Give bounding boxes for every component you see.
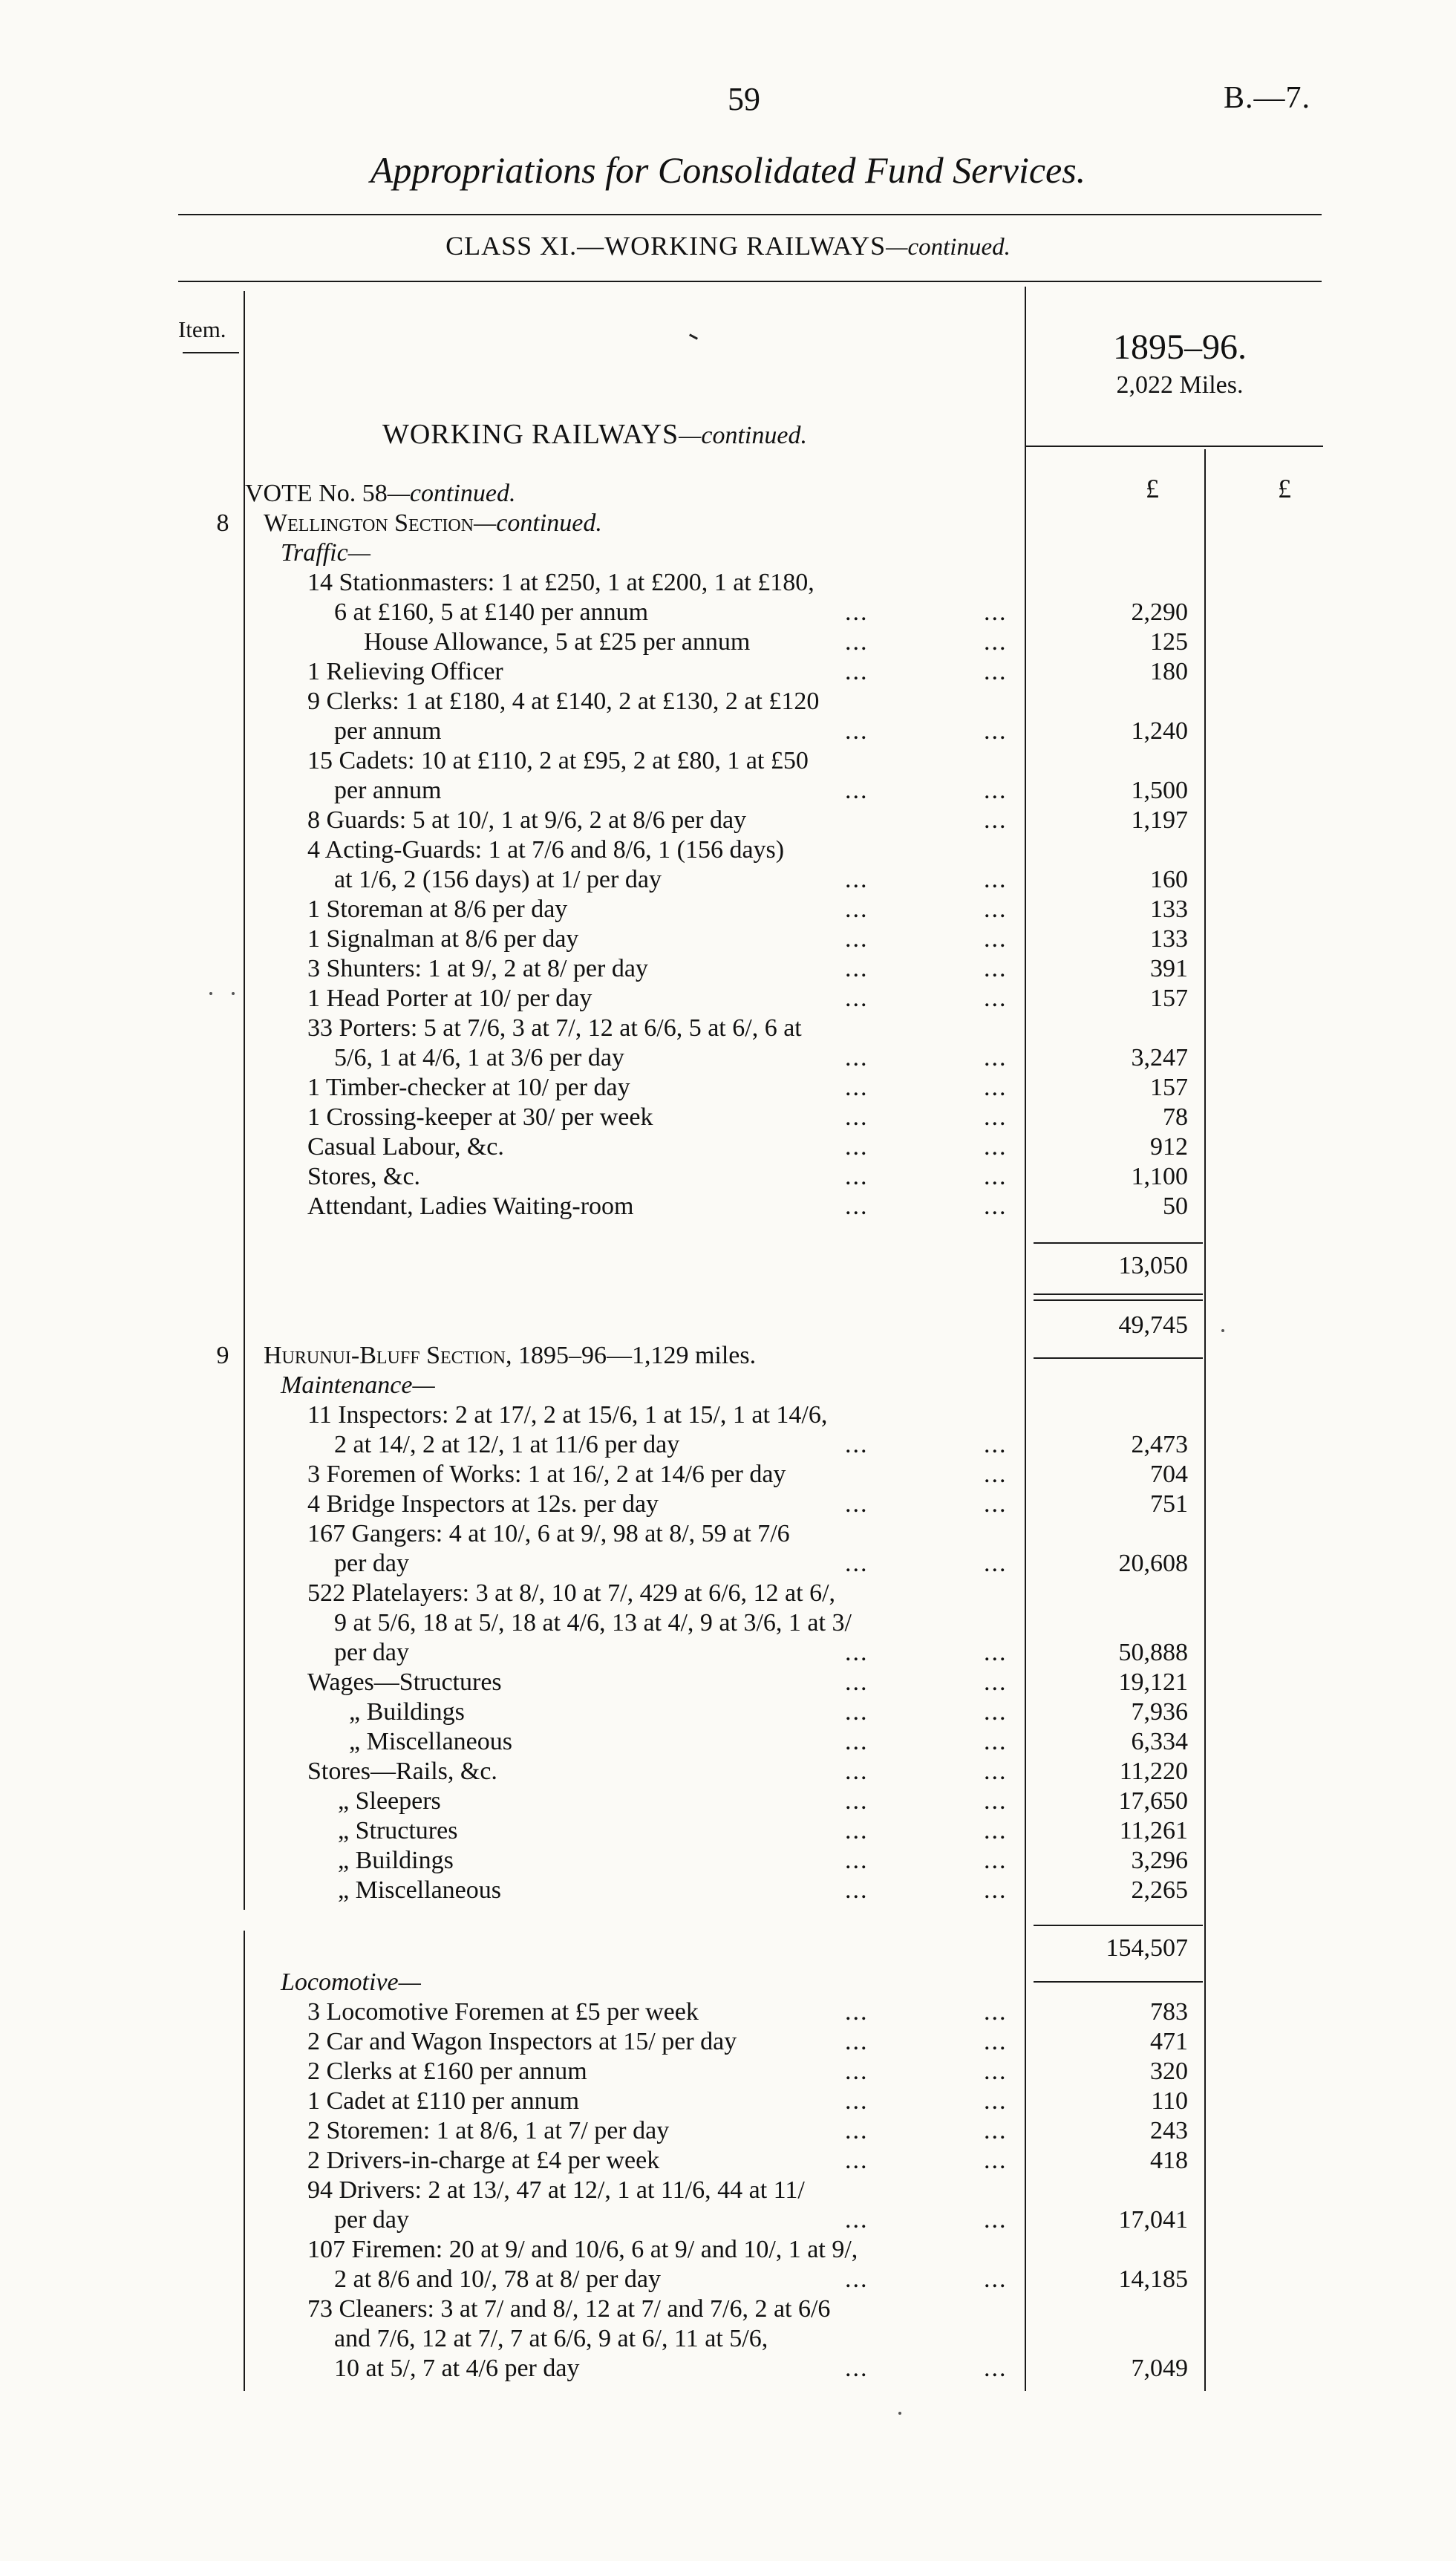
hurunui-row-10-amount: 11,261 [1119, 1817, 1188, 1844]
locomotive-row-4-leader-2: ... [984, 2117, 1008, 2144]
wellington-row-9-leader-2: ... [984, 955, 1008, 982]
hurunui-row-0-leader-2: ... [984, 1431, 1008, 1458]
hurunui-row-6-line-0: „ Buildings [349, 1698, 465, 1726]
locomotive-row-3-line-0: 1 Cadet at £110 per annum [307, 2087, 580, 2115]
wellington-row-13-amount: 78 [1163, 1103, 1188, 1131]
title-rule [178, 214, 1322, 215]
locomotive-row-5-amount: 418 [1150, 2147, 1188, 2174]
locomotive-row-7-line-1: 2 at 8/6 and 10/, 78 at 8/ per day [334, 2265, 662, 2293]
stray-mark [689, 333, 698, 339]
locomotive-row-6-amount: 17,041 [1118, 2206, 1188, 2234]
locomotive-row-8-line-0: 73 Cleaners: 3 at 7/ and 8/, 12 at 7/ and 7/6, 2 at 6/6 [307, 2295, 831, 2323]
hurunui-row-11-amount: 3,296 [1131, 1847, 1188, 1874]
wellington-row-8-leader: ... [845, 925, 869, 953]
wellington-row-0-line-0: 14 Stationmasters: 1 at £250, 1 at £200, 1 at £180, [307, 569, 814, 596]
section-heading-text: WORKING RAILWAYS [382, 419, 679, 450]
wellington-row-5-amount: 1,197 [1131, 806, 1188, 834]
locomotive-row-0-leader: ... [845, 1998, 869, 2026]
locomotive-row-6-line-0: 94 Drivers: 2 at 13/, 47 at 12/, 1 at 11/6, 44 at 11/ [307, 2176, 805, 2204]
locomotive-row-1-leader: ... [845, 2028, 869, 2055]
locomotive-row-1-line-0: 2 Car and Wagon Inspectors at 15/ per day [307, 2028, 737, 2055]
wellington-subtotal-rule [1034, 1242, 1203, 1244]
locomotive-row-3-leader-2: ... [984, 2087, 1008, 2115]
hurunui-row-9-leader: ... [845, 1787, 869, 1815]
wellington-row-0-amount: 2,290 [1131, 598, 1188, 626]
hurunui-row-9-amount: 17,650 [1118, 1787, 1188, 1815]
wellington-row-13-line-0: 1 Crossing-keeper at 30/ per week [307, 1103, 653, 1131]
item-label-rule [183, 352, 239, 353]
maintenance-subheading: Maintenance— [281, 1371, 435, 1399]
class-rule [178, 281, 1322, 282]
locomotive-row-4-leader: ... [845, 2117, 869, 2144]
hurunui-row-8-line-0: Stores—Rails, &c. [307, 1758, 497, 1785]
locomotive-row-6-leader: ... [845, 2206, 869, 2234]
class-heading-text: CLASS XI.—WORKING RAILWAYS [445, 231, 887, 261]
wellington-row-4-amount: 1,500 [1131, 777, 1188, 804]
hurunui-row-10-line-0: „ Structures [338, 1817, 458, 1844]
locomotive-row-7-leader-2: ... [984, 2265, 1008, 2293]
item-column-label: Item. [178, 316, 226, 342]
wellington-row-3-leader-2: ... [984, 717, 1008, 745]
locomotive-row-6-leader-2: ... [984, 2206, 1008, 2234]
wellington-row-14-leader: ... [845, 1133, 869, 1161]
wellington-row-4-line-1: per annum [334, 777, 442, 804]
wellington-row-15-leader-2: ... [984, 1163, 1008, 1190]
wellington-row-8-amount: 133 [1150, 925, 1188, 953]
wellington-row-1-leader: ... [845, 628, 869, 656]
item-column-divider-lower [244, 1931, 245, 2391]
wellington-row-6-line-0: 4 Acting-Guards: 1 at 7/6 and 8/6, 1 (156 days) [307, 836, 785, 864]
locomotive-row-5-line-0: 2 Drivers-in-charge at £4 per week [307, 2147, 660, 2174]
hurunui-row-0-amount: 2,473 [1131, 1431, 1188, 1458]
locomotive-row-8-leader-2: ... [984, 2355, 1008, 2382]
hurunui-row-2-line-0: 4 Bridge Inspectors at 12s. per day [307, 1490, 659, 1518]
hurunui-row-7-amount: 6,334 [1131, 1728, 1188, 1755]
wellington-heading-suffix: —continued. [474, 509, 602, 537]
hurunui-row-1-leader-2: ... [984, 1461, 1008, 1488]
hurunui-row-12-leader: ... [845, 1876, 869, 1904]
item-number-8: 8 [216, 509, 229, 537]
locomotive-row-2-amount: 320 [1150, 2058, 1188, 2085]
item-number-9: 9 [216, 1342, 229, 1369]
wellington-row-15-line-0: Stores, &c. [307, 1163, 421, 1190]
wellington-row-11-leader-2: ... [984, 1044, 1008, 1071]
wellington-row-2-line-0: 1 Relieving Officer [307, 658, 503, 685]
hurunui-row-6-amount: 7,936 [1131, 1698, 1188, 1726]
wellington-row-0-leader: ... [845, 598, 869, 626]
class-heading [0, 230, 1456, 261]
locomotive-row-8-line-2: 10 at 5/, 7 at 4/6 per day [334, 2355, 580, 2382]
wellington-row-10-leader-2: ... [984, 985, 1008, 1012]
miles-heading: 2,022 Miles. [1116, 371, 1244, 399]
hurunui-row-3-line-1: per day [334, 1550, 410, 1577]
wellington-row-1-line-0: House Allowance, 5 at £25 per annum [364, 628, 751, 656]
locomotive-subheading: Locomotive— [281, 1968, 421, 1996]
vote-text: VOTE No. 58 [245, 480, 388, 507]
page-number: 59 [728, 81, 760, 117]
wellington-row-8-line-0: 1 Signalman at 8/6 per day [307, 925, 579, 953]
wellington-row-6-leader: ... [845, 866, 869, 893]
wellington-row-6-line-1: at 1/6, 2 (156 days) at 1/ per day [334, 866, 662, 893]
hurunui-row-6-leader: ... [845, 1698, 869, 1726]
hurunui-row-5-line-0: Wages—Structures [307, 1668, 502, 1696]
year-heading-rule [1026, 446, 1323, 447]
wellington-row-11-line-1: 5/6, 1 at 4/6, 1 at 3/6 per day [334, 1044, 624, 1071]
locomotive-row-3-amount: 110 [1151, 2087, 1188, 2115]
wellington-row-9-amount: 391 [1150, 955, 1188, 982]
wellington-row-6-leader-2: ... [984, 866, 1008, 893]
wellington-row-13-leader-2: ... [984, 1103, 1008, 1131]
locomotive-row-8-leader: ... [845, 2355, 869, 2382]
hurunui-subtotal: 154,507 [1106, 1934, 1188, 1962]
currency-symbol-1: £ [1146, 474, 1159, 503]
wellington-row-13-leader: ... [845, 1103, 869, 1131]
wellington-row-1-amount: 125 [1150, 628, 1188, 656]
hurunui-row-4-line-1: 9 at 5/6, 18 at 5/, 18 at 4/6, 13 at 4/, 9 at 3/6, 1 at 3/ [334, 1609, 852, 1637]
wellington-row-3-leader: ... [845, 717, 869, 745]
hurunui-row-11-leader-2: ... [984, 1847, 1008, 1874]
wellington-row-10-amount: 157 [1150, 985, 1188, 1012]
wellington-heading-text: Wellington Section [264, 509, 474, 537]
locomotive-row-7-amount: 14,185 [1118, 2265, 1188, 2293]
hurunui-row-2-leader: ... [845, 1490, 869, 1518]
wellington-row-10-leader: ... [845, 985, 869, 1012]
hurunui-row-3-leader: ... [845, 1550, 869, 1577]
hurunui-row-8-leader: ... [845, 1758, 869, 1785]
wellington-row-14-amount: 912 [1150, 1133, 1188, 1161]
wellington-row-3-line-1: per annum [334, 717, 442, 745]
hurunui-row-9-leader-2: ... [984, 1787, 1008, 1815]
wellington-row-12-line-0: 1 Timber-checker at 10/ per day [307, 1074, 630, 1101]
class-heading-suffix: —continued. [886, 234, 1011, 261]
wellington-row-9-leader: ... [845, 955, 869, 982]
wellington-row-2-leader-2: ... [984, 658, 1008, 685]
locomotive-row-0-leader-2: ... [984, 1998, 1008, 2026]
hurunui-row-0-line-0: 11 Inspectors: 2 at 17/, 2 at 15/6, 1 at 15/, 1 at 14/6, [307, 1401, 828, 1429]
section-heading [382, 418, 807, 451]
vote-heading [245, 479, 516, 509]
currency-symbol-2: £ [1278, 474, 1291, 503]
locomotive-row-2-line-0: 2 Clerks at £160 per annum [307, 2058, 587, 2085]
amount-column-divider [1025, 287, 1026, 2391]
locomotive-row-7-line-0: 107 Firemen: 20 at 9/ and 10/6, 6 at 9/ and 10/, 1 at 9/, [307, 2236, 858, 2263]
wellington-total-rule-2 [1034, 1299, 1203, 1301]
locomotive-row-7-leader: ... [845, 2265, 869, 2293]
hurunui-row-11-leader: ... [845, 1847, 869, 1874]
hurunui-row-5-leader: ... [845, 1668, 869, 1696]
hurunui-row-9-line-0: „ Sleepers [338, 1787, 441, 1815]
locomotive-row-3-leader: ... [845, 2087, 869, 2115]
hurunui-heading-suffix: , 1895–96—1,129 miles. [505, 1342, 757, 1369]
hurunui-row-7-leader: ... [845, 1728, 869, 1755]
locomotive-row-0-line-0: 3 Locomotive Foremen at £5 per week [307, 1998, 699, 2026]
hurunui-row-5-leader-2: ... [984, 1668, 1008, 1696]
hurunui-row-3-line-0: 167 Gangers: 4 at 10/, 6 at 9/, 98 at 8/, 59 at 7/6 [307, 1520, 790, 1547]
hurunui-row-3-amount: 20,608 [1118, 1550, 1188, 1577]
wellington-row-0-line-1: 6 at £160, 5 at £140 per annum [334, 598, 649, 626]
hurunui-row-8-leader-2: ... [984, 1758, 1008, 1785]
wellington-total-rule [1034, 1293, 1203, 1295]
amount-subcolumn-divider [1204, 449, 1206, 2391]
locomotive-row-4-line-0: 2 Storemen: 1 at 8/6, 1 at 7/ per day [307, 2117, 670, 2144]
locomotive-row-6-line-1: per day [334, 2206, 410, 2234]
hurunui-row-4-line-2: per day [334, 1639, 410, 1666]
wellington-row-7-leader: ... [845, 895, 869, 923]
hurunui-row-3-leader-2: ... [984, 1550, 1008, 1577]
wellington-heading [264, 509, 602, 538]
year-heading: 1895–96. [1113, 327, 1247, 367]
wellington-row-3-line-0: 9 Clerks: 1 at £180, 4 at £140, 2 at £130, 2 at £120 [307, 688, 820, 715]
wellington-row-1-leader-2: ... [984, 628, 1008, 656]
wellington-total-underline [1034, 1357, 1203, 1359]
locomotive-row-1-leader-2: ... [984, 2028, 1008, 2055]
wellington-row-15-leader: ... [845, 1163, 869, 1190]
section-heading-suffix: —continued. [679, 422, 807, 449]
page-title: Appropriations for Consolidated Fund Services. [370, 149, 1086, 191]
hurunui-row-11-line-0: „ Buildings [338, 1847, 454, 1874]
wellington-row-4-leader-2: ... [984, 777, 1008, 804]
wellington-row-9-line-0: 3 Shunters: 1 at 9/, 2 at 8/ per day [307, 955, 648, 982]
vote-suffix: —continued. [387, 480, 516, 507]
hurunui-subtotal-underline [1034, 1981, 1203, 1983]
wellington-subtotal: 13,050 [1118, 1252, 1188, 1279]
wellington-row-12-leader: ... [845, 1074, 869, 1101]
hurunui-row-12-line-0: „ Miscellaneous [338, 1876, 501, 1904]
hurunui-row-0-leader: ... [845, 1431, 869, 1458]
hurunui-row-7-leader-2: ... [984, 1728, 1008, 1755]
wellington-row-4-line-0: 15 Cadets: 10 at £110, 2 at £95, 2 at £80, 1 at £50 [307, 747, 809, 774]
wellington-row-7-line-0: 1 Storeman at 8/6 per day [307, 895, 568, 923]
locomotive-row-4-amount: 243 [1150, 2117, 1188, 2144]
wellington-row-2-leader: ... [845, 658, 869, 685]
speck [232, 992, 235, 995]
wellington-row-16-amount: 50 [1163, 1193, 1188, 1220]
wellington-row-8-leader-2: ... [984, 925, 1008, 953]
wellington-row-16-leader: ... [845, 1193, 869, 1220]
hurunui-row-12-amount: 2,265 [1131, 1876, 1188, 1904]
hurunui-row-4-amount: 50,888 [1118, 1639, 1188, 1666]
wellington-row-0-leader-2: ... [984, 598, 1008, 626]
wellington-row-7-leader-2: ... [984, 895, 1008, 923]
wellington-row-5-line-0: 8 Guards: 5 at 10/, 1 at 9/6, 2 at 8/6 per day [307, 806, 747, 834]
hurunui-row-2-leader-2: ... [984, 1490, 1008, 1518]
hurunui-row-5-amount: 19,121 [1118, 1668, 1188, 1696]
hurunui-row-2-amount: 751 [1150, 1490, 1188, 1518]
speck [209, 992, 212, 995]
wellington-row-5-leader-2: ... [984, 806, 1008, 834]
wellington-row-11-amount: 3,247 [1131, 1044, 1188, 1071]
hurunui-row-4-leader-2: ... [984, 1639, 1008, 1666]
locomotive-row-8-line-1: and 7/6, 12 at 7/, 7 at 6/6, 9 at 6/, 11 at 5/6, [334, 2325, 768, 2352]
wellington-row-14-line-0: Casual Labour, &c. [307, 1133, 504, 1161]
wellington-row-12-leader-2: ... [984, 1074, 1008, 1101]
traffic-subheading: Traffic— [281, 539, 370, 567]
wellington-row-7-amount: 133 [1150, 895, 1188, 923]
locomotive-row-5-leader-2: ... [984, 2147, 1008, 2174]
hurunui-row-6-leader-2: ... [984, 1698, 1008, 1726]
wellington-row-10-line-0: 1 Head Porter at 10/ per day [307, 985, 592, 1012]
hurunui-row-1-amount: 704 [1150, 1461, 1188, 1488]
speck [1221, 1329, 1224, 1332]
hurunui-row-8-amount: 11,220 [1119, 1758, 1188, 1785]
wellington-row-6-amount: 160 [1150, 866, 1188, 893]
hurunui-row-12-leader-2: ... [984, 1876, 1008, 1904]
hurunui-heading [264, 1341, 756, 1371]
wellington-row-16-leader-2: ... [984, 1193, 1008, 1220]
wellington-row-16-line-0: Attendant, Ladies Waiting-room [307, 1193, 634, 1220]
speck [898, 2412, 901, 2415]
wellington-row-4-leader: ... [845, 777, 869, 804]
wellington-total: 49,745 [1118, 1311, 1188, 1339]
locomotive-row-1-amount: 471 [1150, 2028, 1188, 2055]
locomotive-row-2-leader-2: ... [984, 2058, 1008, 2085]
locomotive-row-0-amount: 783 [1150, 1998, 1188, 2026]
hurunui-row-7-line-0: „ Miscellaneous [349, 1728, 512, 1755]
locomotive-row-2-leader: ... [845, 2058, 869, 2085]
hurunui-row-0-line-1: 2 at 14/, 2 at 12/, 1 at 11/6 per day [334, 1431, 680, 1458]
hurunui-row-1-line-0: 3 Foremen of Works: 1 at 16/, 2 at 14/6 per day [307, 1461, 786, 1488]
wellington-row-3-amount: 1,240 [1131, 717, 1188, 745]
hurunui-row-4-leader: ... [845, 1639, 869, 1666]
hurunui-subtotal-rule [1034, 1925, 1203, 1926]
hurunui-row-10-leader: ... [845, 1817, 869, 1844]
hurunui-row-10-leader-2: ... [984, 1817, 1008, 1844]
hurunui-heading-text: Hurunui-Bluff Section [264, 1342, 506, 1369]
wellington-row-2-amount: 180 [1150, 658, 1188, 685]
locomotive-row-8-amount: 7,049 [1131, 2355, 1188, 2382]
wellington-row-11-leader: ... [845, 1044, 869, 1071]
locomotive-row-5-leader: ... [845, 2147, 869, 2174]
wellington-row-12-amount: 157 [1150, 1074, 1188, 1101]
wellington-row-14-leader-2: ... [984, 1133, 1008, 1161]
wellington-row-11-line-0: 33 Porters: 5 at 7/6, 3 at 7/, 12 at 6/6, 5 at 6/, 6 at [307, 1014, 802, 1042]
document-code: B.—7. [1224, 81, 1311, 115]
wellington-row-15-amount: 1,100 [1131, 1163, 1188, 1190]
hurunui-row-4-line-0: 522 Platelayers: 3 at 8/, 10 at 7/, 429 at 6/6, 12 at 6/, [307, 1579, 836, 1607]
